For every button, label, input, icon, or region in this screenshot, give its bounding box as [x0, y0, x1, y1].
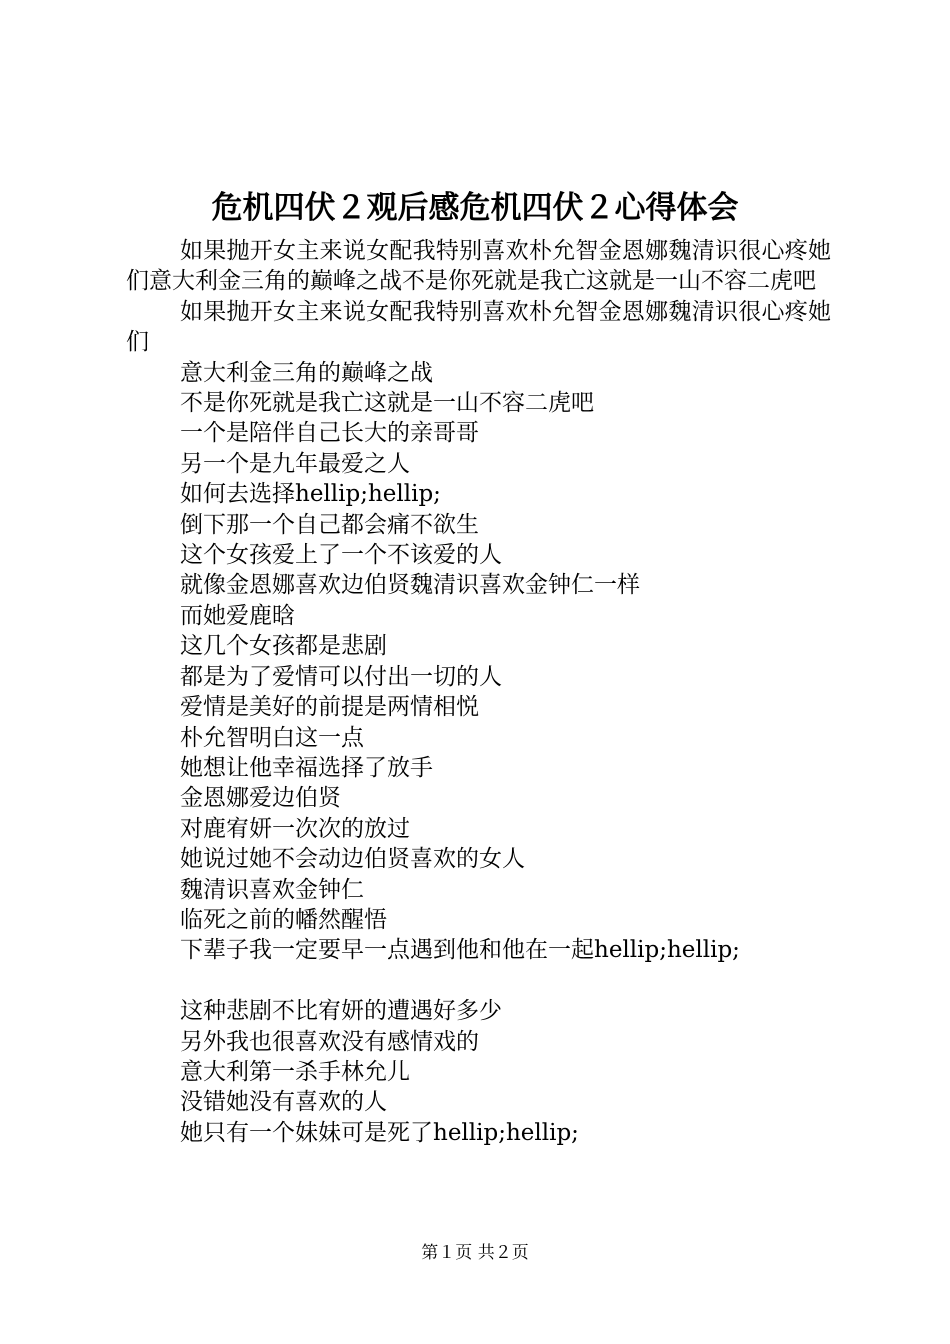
- text-line: 另一个是九年最爱之人: [180, 450, 410, 477]
- text-line: 这个女孩爱上了一个不该爱的人: [180, 542, 502, 569]
- text-line: 如何去选择hellip;hellip;: [180, 481, 441, 508]
- text-line: 意大利第一杀手林允儿: [180, 1058, 410, 1085]
- document-title: 危机四伏２观后感危机四伏２心得体会: [211, 190, 739, 226]
- document-body: [126, 236, 831, 1148]
- text-line: 另外我也很喜欢没有感情戏的: [180, 1028, 479, 1055]
- text-line: 金恩娜爱边伯贤: [180, 785, 341, 812]
- text-line: 临死之前的幡然醒悟: [180, 906, 387, 933]
- text-line: 她想让他幸福选择了放手: [180, 754, 433, 781]
- text-line: 她只有一个妹妹可是死了hellip;hellip;: [180, 1119, 579, 1146]
- text-line: 这几个女孩都是悲剧: [180, 633, 387, 660]
- text-line: 不是你死就是我亡这就是一山不容二虎吧: [180, 390, 594, 417]
- text-line: 这种悲剧不比宥妍的遭遇好多少: [180, 998, 502, 1025]
- text-line: 下辈子我一定要早一点遇到他和他在一起hellip;hellip;: [180, 937, 740, 964]
- text-line: 一个是陪伴自己长大的亲哥哥: [180, 420, 479, 447]
- blank-line: [126, 966, 831, 996]
- text-line: 倒下那一个自己都会痛不欲生: [180, 511, 479, 538]
- text-line: 都是为了爱情可以付出一切的人: [180, 663, 502, 690]
- text-line: 对鹿宥妍一次次的放过: [180, 815, 410, 842]
- text-line: 意大利金三角的巅峰之战: [180, 359, 433, 386]
- text-line: 而她爱鹿晗: [180, 602, 295, 629]
- text-line: 没错她没有喜欢的人: [180, 1089, 387, 1116]
- page-footer: 第１页 共２页: [421, 1243, 529, 1263]
- text-line: 就像金恩娜喜欢边伯贤魏清识喜欢金钟仁一样: [180, 572, 640, 599]
- text-line: 朴允智明白这一点: [180, 724, 364, 751]
- text-line: 她说过她不会动边伯贤喜欢的女人: [180, 846, 525, 873]
- paragraph: 如果抛开女主来说女配我特别喜欢朴允智金恩娜魏清识很心疼她们: [126, 298, 831, 356]
- text-line: 魏清识喜欢金钟仁: [180, 876, 364, 903]
- text-line: 爱情是美好的前提是两情相悦: [180, 694, 479, 721]
- paragraph: 如果抛开女主来说女配我特别喜欢朴允智金恩娜魏清识很心疼她们意大利金三角的巅峰之战不是你死就是我亡这就是一山不容二虎吧: [126, 238, 831, 295]
